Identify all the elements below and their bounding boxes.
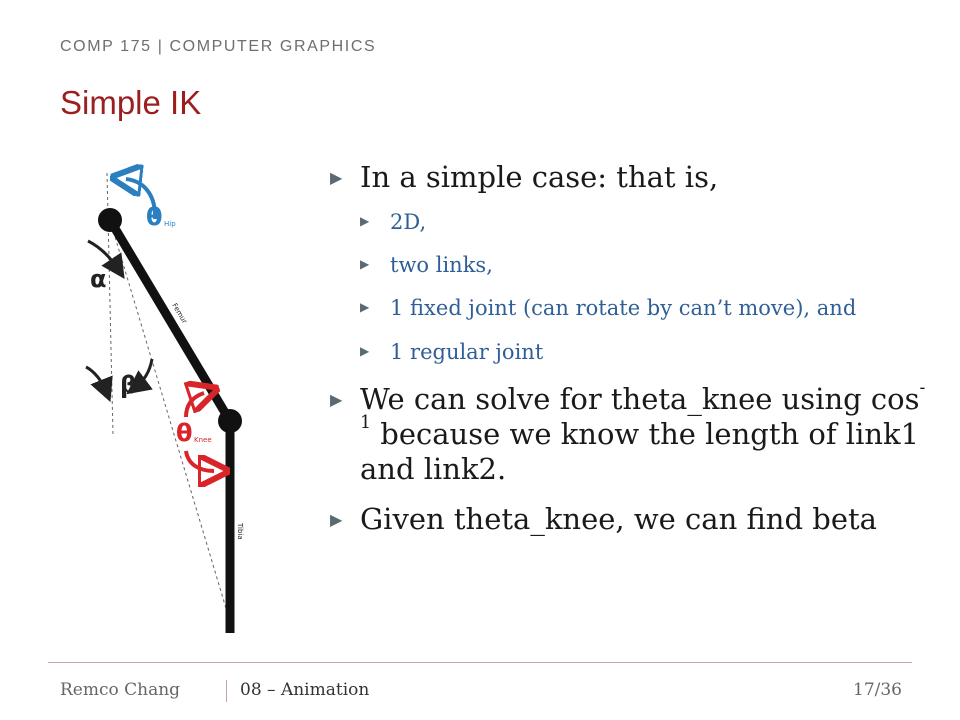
sub-bullet-arrow-icon: ▶ bbox=[360, 213, 370, 228]
sub-bullet-text: 2D, bbox=[390, 209, 427, 234]
bullet-text: In a simple case: that is, bbox=[360, 160, 719, 194]
bullet-solve-theta-knee bbox=[330, 377, 930, 486]
footer-page-number: 17/36 bbox=[853, 680, 902, 700]
beta-arrow-right bbox=[136, 359, 152, 387]
bullet-list bbox=[330, 160, 930, 537]
ik-diagram bbox=[60, 155, 300, 645]
slide-title: Simple IK bbox=[60, 84, 202, 121]
footer-divider bbox=[48, 662, 912, 663]
sub-bullet-text: two links, bbox=[390, 253, 493, 278]
bullet-text-pre: We can solve for theta_knee using cos bbox=[360, 381, 920, 416]
sub-bullet-text: 1 fixed joint (can rotate by can’t move), and bbox=[390, 296, 857, 321]
beta-arrow-left bbox=[86, 367, 106, 391]
bullet-arrow-icon: ▶ bbox=[330, 389, 343, 409]
sub-bullet-2d bbox=[360, 209, 930, 236]
knee-angle-arrow-bottom bbox=[186, 451, 214, 471]
hip-joint bbox=[98, 208, 122, 232]
bullet-find-beta bbox=[330, 502, 930, 537]
tibia-label: Tibia bbox=[236, 523, 244, 540]
bullet-simple-case bbox=[330, 160, 930, 195]
bullet-superscript: -1 bbox=[360, 377, 926, 433]
hip-foot-line bbox=[110, 220, 228, 615]
beta-symbol: β bbox=[120, 371, 138, 399]
sub-bullet-arrow-icon: ▶ bbox=[360, 300, 370, 315]
femur-label: Femur bbox=[170, 301, 189, 325]
footer-lecture: 08 – Animation bbox=[240, 680, 370, 700]
footer-author: Remco Chang bbox=[60, 680, 181, 700]
sub-bullet-two-links bbox=[360, 252, 930, 279]
sub-bullet-text: 1 regular joint bbox=[390, 339, 544, 364]
knee-subscript: Knee bbox=[194, 436, 212, 444]
knee-angle-arrow-top bbox=[186, 393, 204, 417]
knee-joint bbox=[218, 409, 242, 433]
sub-bullet-arrow-icon: ▶ bbox=[360, 257, 370, 272]
bullet-text-post: because we know the length of link1 and link2. bbox=[360, 416, 920, 486]
sub-bullet-arrow-icon: ▶ bbox=[360, 343, 370, 358]
sub-bullet-regular-joint bbox=[360, 339, 930, 366]
alpha-symbol: α bbox=[90, 265, 107, 293]
sub-bullet-fixed-joint bbox=[360, 295, 930, 322]
footer-separator bbox=[226, 680, 227, 702]
bullet-arrow-icon: ▶ bbox=[330, 168, 343, 187]
course-label: COMP 175 | COMPUTER GRAPHICS bbox=[60, 38, 377, 55]
hip-subscript: Hip bbox=[164, 220, 176, 228]
theta-hip-symbol: θ bbox=[146, 203, 163, 231]
bullet-arrow-icon: ▶ bbox=[330, 510, 343, 530]
theta-knee-symbol: θ bbox=[176, 419, 193, 447]
bullet-text: Given theta_knee, we can find beta bbox=[360, 502, 877, 537]
